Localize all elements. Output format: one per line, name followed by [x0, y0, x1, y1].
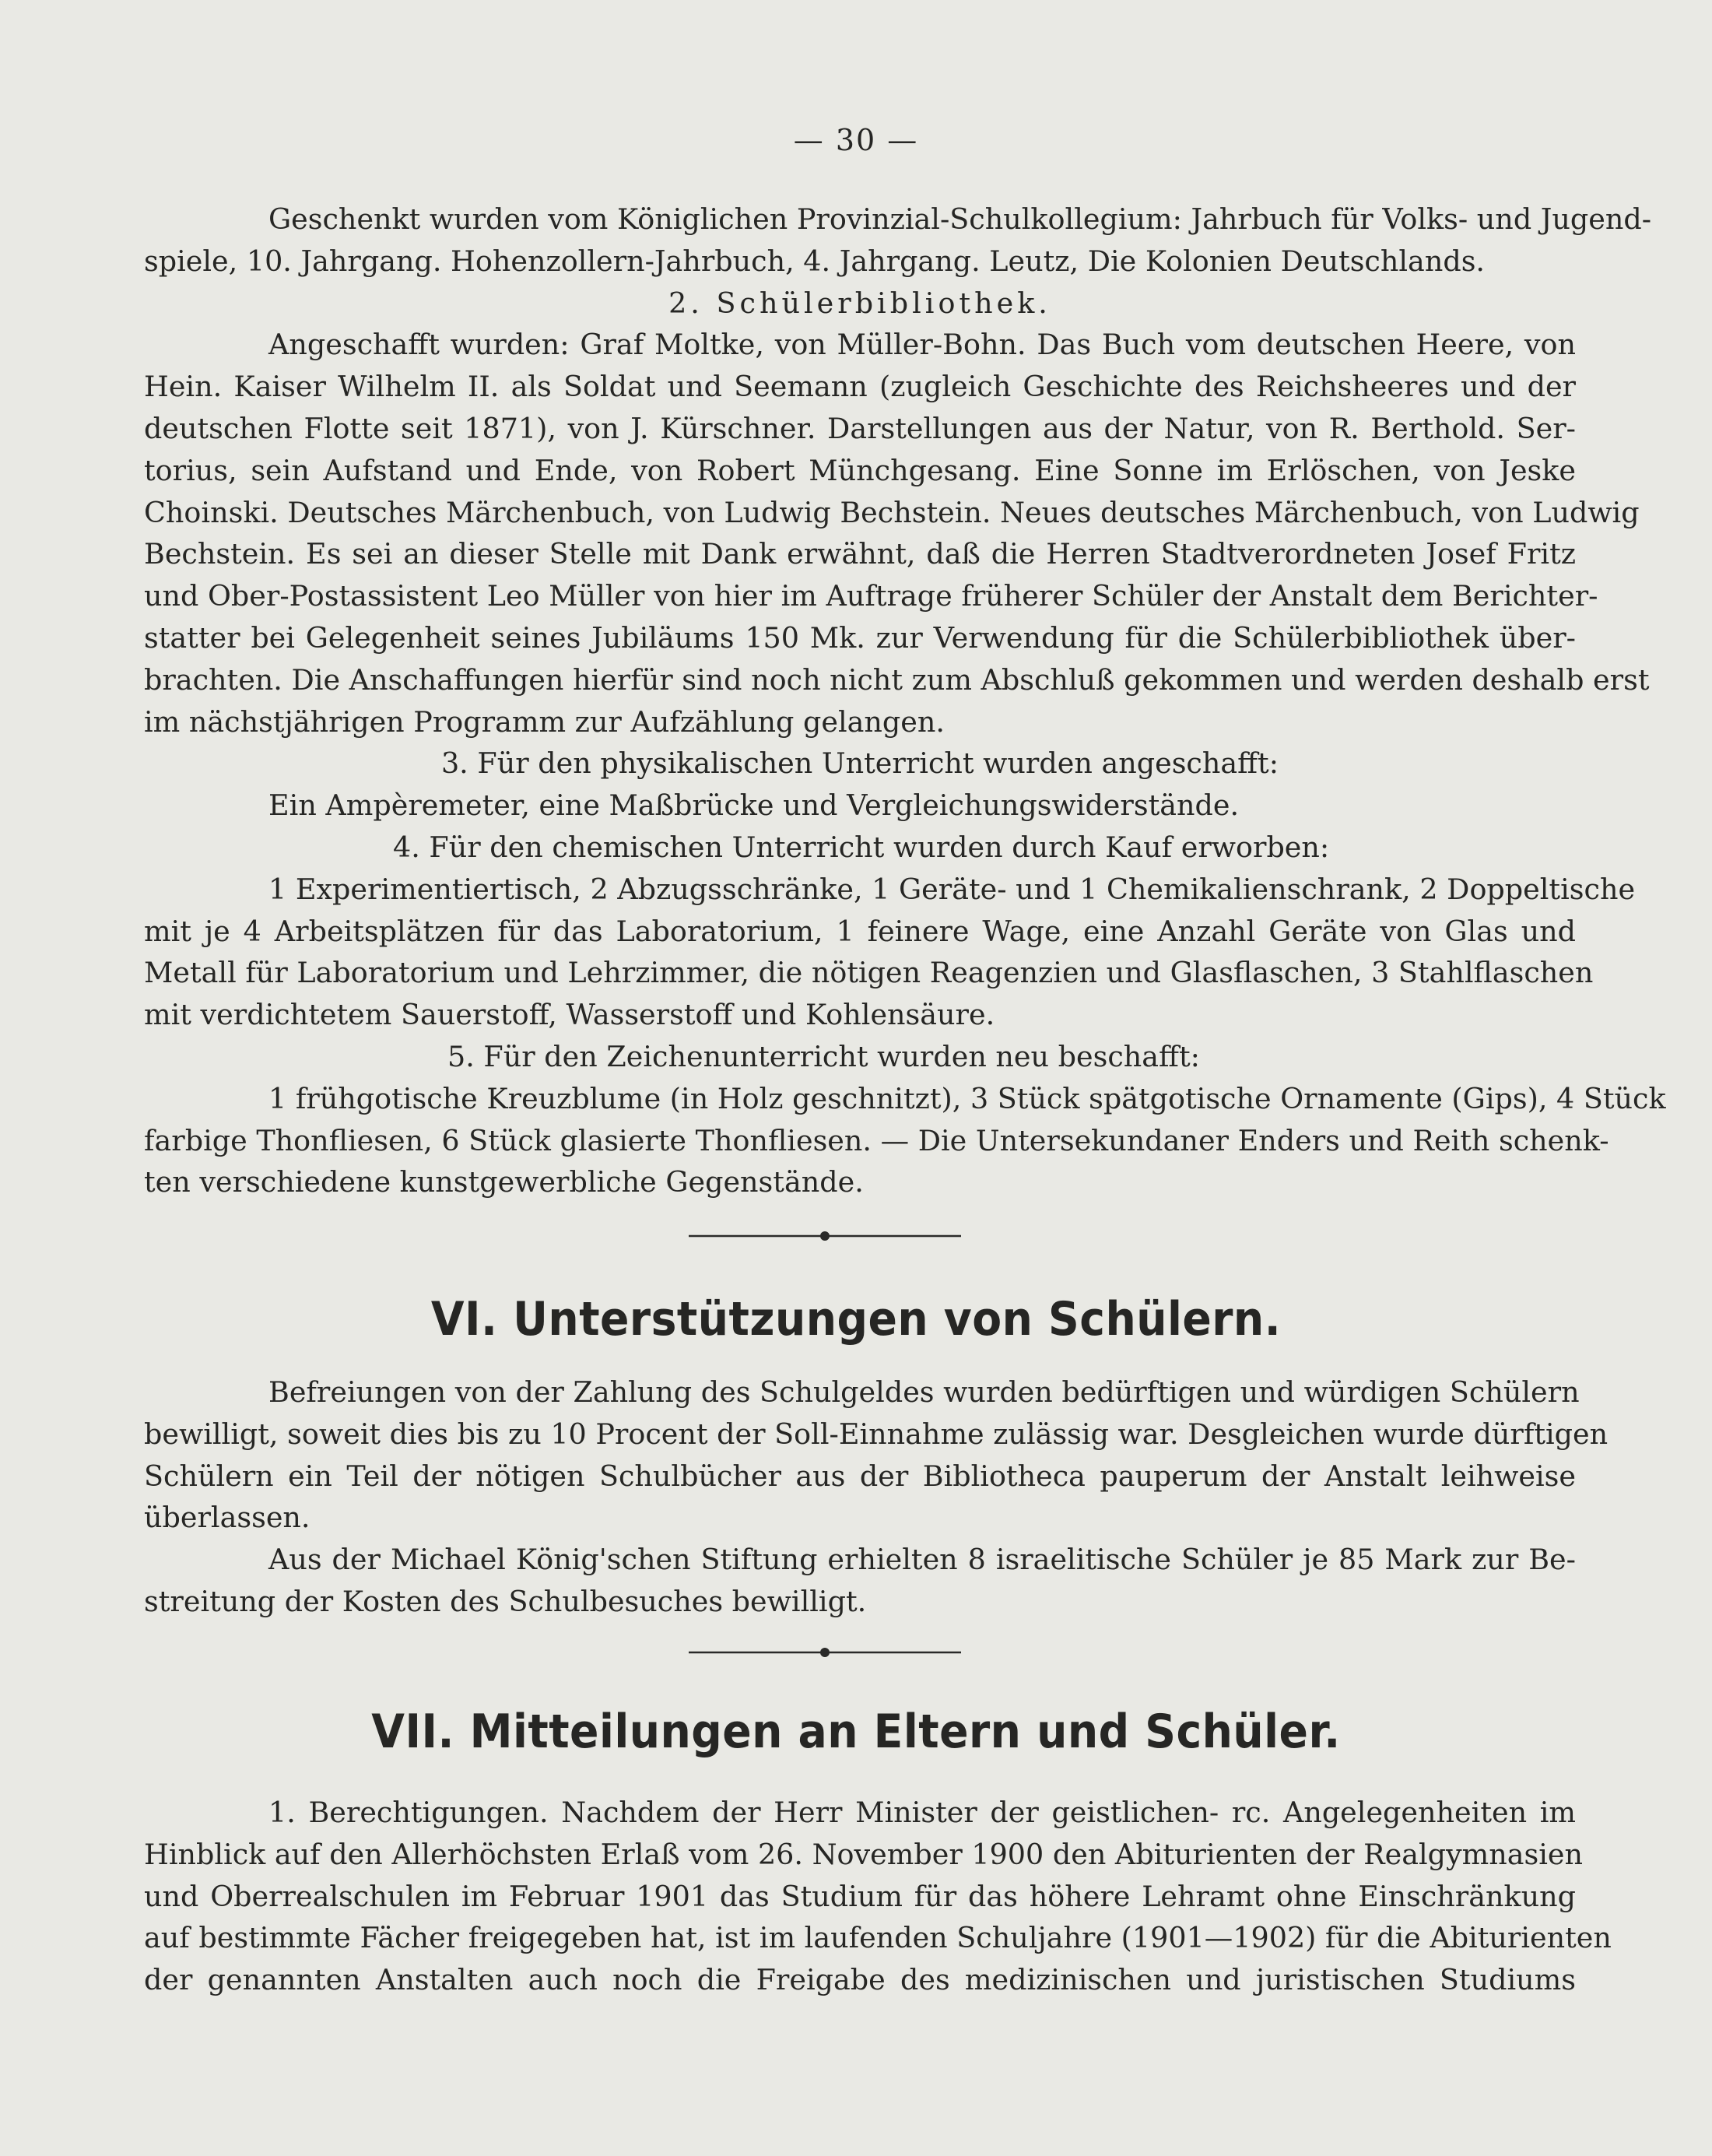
text-line: statter bei Gelegenheit seines Jubiläums 150 Mk. zur Verwendung für die Schülerbibliothek über-	[144, 620, 1576, 655]
text-line: mit je 4 Arbeitsplätzen für das Laboratorium, 1 feinere Wage, eine Anzahl Geräte von Glas und	[144, 914, 1576, 948]
text-line: deutschen Flotte seit 1871), von J. Kürschner. Darstellungen aus der Natur, von R. Berthold. Ser-	[144, 411, 1576, 445]
text-line: überlassen.	[144, 1501, 310, 1535]
section-separator	[689, 1646, 961, 1659]
text-line: auf bestimmte Fächer freigegeben hat, ist im laufenden Schuljahre (1901—1902) für die Abiturienten	[144, 1921, 1612, 1955]
text-line: Geschenkt wurden vom Königlichen Provinzial-Schulkollegium: Jahrbuch für Volks- und Jugend-	[268, 202, 1652, 236]
text-line: im nächstjährigen Programm zur Aufzählung gelangen.	[144, 704, 945, 739]
text-line: Angeschafft wurden: Graf Moltke, von Müller-Bohn. Das Buch vom deutschen Heere, von	[268, 328, 1576, 362]
text-line: und Ober-Postassistent Leo Müller von hier im Auftrage früherer Schüler der Anstalt dem Berichter-	[144, 579, 1598, 613]
text-line: ten verschiedene kunstgewerbliche Gegenstände.	[144, 1165, 864, 1199]
text-line: Bechstein. Es sei an dieser Stelle mit Dank erwähnt, daß die Herren Stadtverordneten Josef Fritz	[144, 537, 1576, 571]
text-line: farbige Thonfliesen, 6 Stück glasierte Thonfliesen. — Die Untersekundaner Enders und Reith schenk-	[144, 1123, 1609, 1157]
text-line: der genannten Anstalten auch noch die Freigabe des medizinischen und juristischen Studiums	[144, 1963, 1576, 1997]
text-line: Schülern ein Teil der nötigen Schulbücher aus der Bibliotheca pauperum der Anstalt leihweise	[144, 1459, 1576, 1493]
section-mitteilungen	[144, 1792, 1612, 2001]
text-line: mit verdichtetem Sauerstoff, Wasserstoff und Kohlensäure.	[144, 998, 995, 1032]
subheading-chemie: 4. Für den chemischen Unterricht wurden durch Kauf erworben:	[393, 830, 1330, 864]
text-line: torius, sein Aufstand und Ende, von Robert Münchgesang. Eine Sonne im Erlöschen, von Jeske	[144, 453, 1576, 487]
subheading-schuelerbibliothek: 2. Schülerbibliothek.	[668, 286, 1051, 320]
text-line: streitung der Kosten des Schulbesuches bewilligt.	[144, 1584, 867, 1618]
section-unterstuetzungen	[144, 1371, 1609, 1623]
section-heading-vii: VII. Mitteilungen an Eltern und Schüler.	[371, 1705, 1341, 1759]
subheading-zeichnen: 5. Für den Zeichenunterricht wurden neu beschafft:	[447, 1039, 1200, 1073]
text-line: 1 Experimentiertisch, 2 Abzugsschränke, 1 Geräte- und 1 Chemikalienschrank, 2 Doppeltische	[268, 872, 1636, 906]
text-line: Ein Ampèremeter, eine Maßbrücke und Vergleichungswiderstände.	[268, 788, 1240, 823]
text-line: Befreiungen von der Zahlung des Schulgeldes wurden bedürftigen und würdigen Schülern	[268, 1375, 1580, 1409]
text-line: 1. Berechtigungen. Nachdem der Herr Minister der geistlichen- rc. Angelegenheiten im	[268, 1796, 1576, 1829]
text-line: Metall für Laboratorium und Lehrzimmer, die nötigen Reagenzien und Glasflaschen, 3 Stahlflaschen	[144, 956, 1594, 990]
text-line: 1 frühgotische Kreuzblume (in Holz geschnitzt), 3 Stück spätgotische Ornamente (Gips), 4 Stück	[268, 1081, 1666, 1115]
section-collections	[144, 198, 1666, 1203]
text-line: Aus der Michael König'schen Stiftung erhielten 8 israelitische Schüler je 85 Mark zur Be-	[268, 1543, 1576, 1577]
text-line: und Oberrealschulen im Februar 1901 das Studium für das höhere Lehramt ohne Einschränkung	[144, 1879, 1576, 1913]
section-separator	[689, 1230, 961, 1242]
text-line: Hein. Kaiser Wilhelm II. als Soldat und Seemann (zugleich Geschichte des Reichsheeres und der	[144, 370, 1576, 404]
text-line: Choinski. Deutsches Märchenbuch, von Ludwig Bechstein. Neues deutsches Märchenbuch, von Ludwig	[144, 495, 1640, 529]
text-line: Hinblick auf den Allerhöchsten Erlaß vom 26. November 1900 den Abiturienten der Realgymnasien	[144, 1837, 1584, 1871]
section-heading-vi: VI. Unterstützungen von Schülern.	[430, 1292, 1282, 1347]
text-line: bewilligt, soweit dies bis zu 10 Procent der Soll-Einnahme zulässig war. Desgleichen wurde dürftigen	[144, 1417, 1609, 1451]
text-line: spiele, 10. Jahrgang. Hohenzollern-Jahrbuch, 4. Jahrgang. Leutz, Die Kolonien Deutschlands.	[144, 244, 1486, 278]
text-line: brachten. Die Anschaffungen hierfür sind noch nicht zum Abschluß gekommen und werden deshalb erst	[144, 662, 1650, 697]
page-number: — 30 —	[793, 123, 919, 157]
subheading-physik: 3. Für den physikalischen Unterricht wurden angeschafft:	[440, 746, 1279, 781]
